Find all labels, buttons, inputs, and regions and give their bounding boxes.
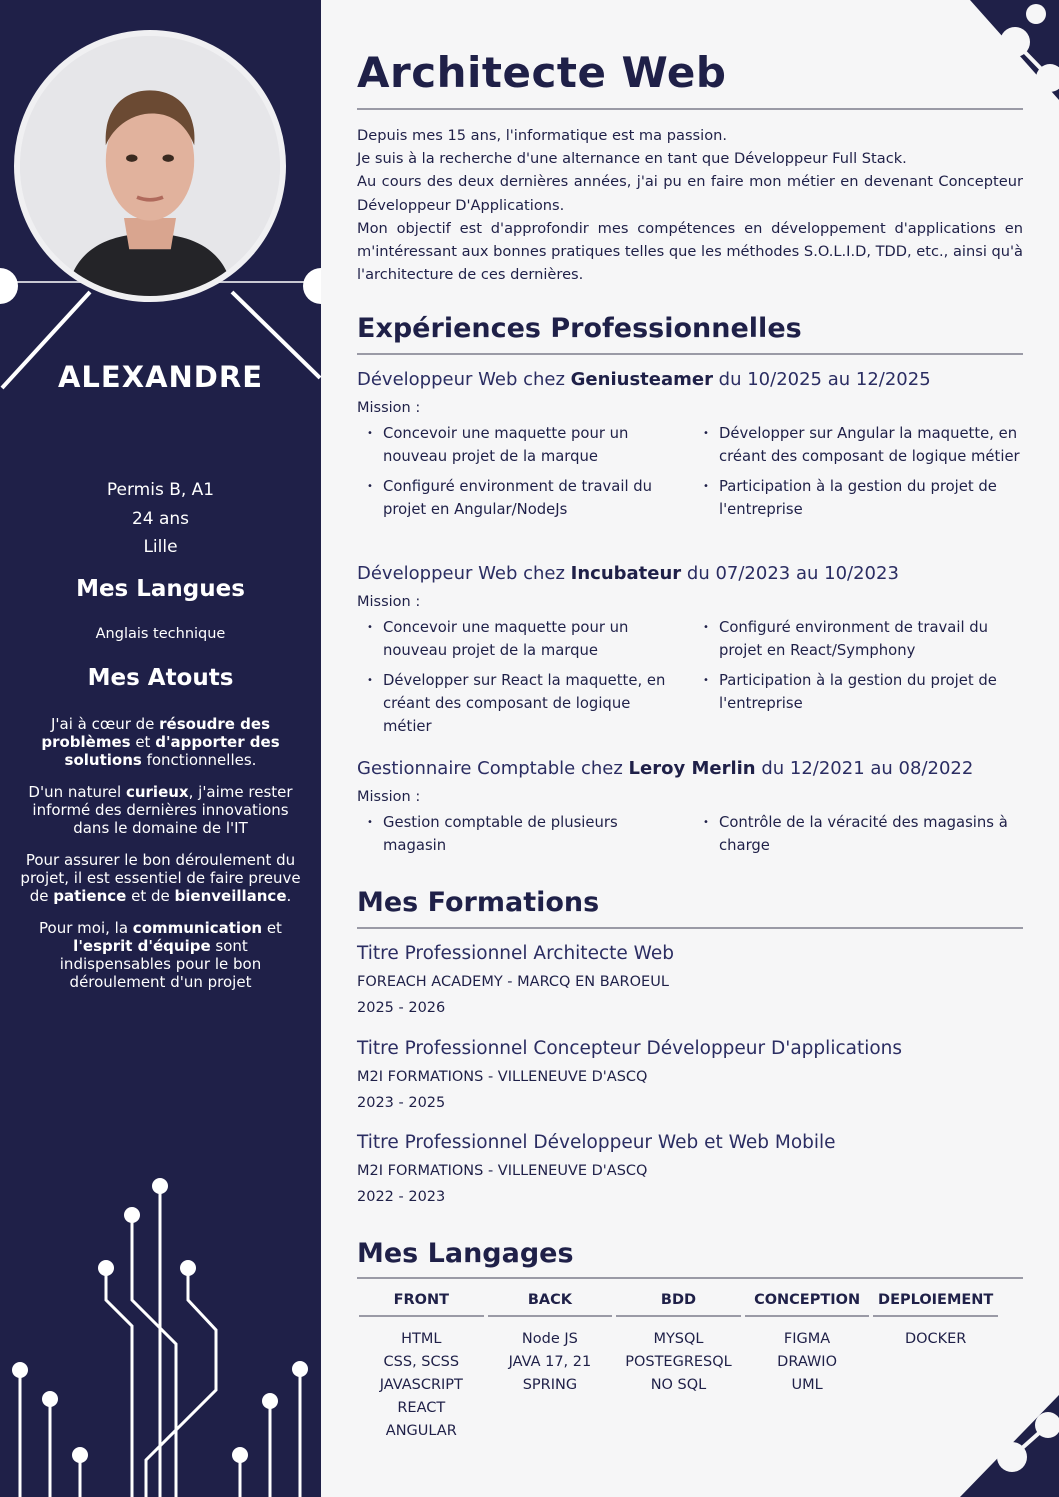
- langage-column: [614, 1292, 743, 1443]
- formation-item: [357, 942, 1023, 1018]
- intro-line: Mon objectif est d'approfondir mes compétences en développement d'applications en m'intéressant aux bonnes pratiques telles que les méthodes S.O.L.I.D, TDD, etc., ainsi qu'à l'architecture de ces dernières.: [357, 219, 1023, 284]
- experience-period: du 12/2021 au 08/2022: [755, 758, 974, 779]
- formation-item: [357, 1037, 1023, 1113]
- langage-item: NO SQL: [650, 1377, 707, 1393]
- profile-photo: [14, 30, 286, 302]
- experience-heading: [357, 368, 1023, 392]
- asset-text: Pour assurer le bon déroulement du projet, il est essentiel de faire preuve de: [20, 851, 301, 905]
- langage-column: [357, 1292, 486, 1443]
- asset-paragraph: [16, 715, 305, 769]
- formation-title: Titre Professionnel Architecte Web: [357, 943, 674, 964]
- asset-paragraph: [16, 783, 305, 837]
- license-info: Permis B, A1: [106, 480, 215, 500]
- asset-highlight: d'apporter des solutions: [64, 733, 280, 769]
- langage-column-header: BDD: [616, 1292, 741, 1317]
- asset-paragraph: [16, 851, 305, 905]
- formation-years: 2022 - 2023: [357, 1189, 446, 1205]
- task-item: • Configuré environment de travail du projet en Angular/NodeJs: [357, 475, 683, 521]
- langage-item: JAVA 17, 21: [508, 1354, 592, 1370]
- langage-column: [743, 1292, 872, 1443]
- asset-text: sont indispensables pour le bon déroulement d'un projet: [59, 937, 262, 991]
- sidebar: [0, 0, 321, 1497]
- task-item: • Concevoir une maquette pour un nouveau projet de la marque: [357, 422, 683, 468]
- experience-company: Leroy Merlin: [628, 758, 756, 779]
- langage-items: [743, 1328, 872, 1397]
- asset-text: J'ai à cœur de: [50, 715, 160, 733]
- langage-items: [871, 1328, 1000, 1351]
- experience-role: Développeur Web chez: [357, 563, 571, 584]
- langage-item: MYSQL: [653, 1331, 704, 1347]
- asset-text: , j'aime rester informé des dernières innovations dans le domaine de l'IT: [32, 783, 293, 837]
- intro-line: Au cours des deux dernières années, j'ai pu en faire mon métier en devenant Concepteur Développeur D'Applications.: [357, 173, 1023, 214]
- experience-heading: [357, 562, 1023, 586]
- experience-company: Geniusteamer: [570, 369, 713, 390]
- task-item: • Concevoir une maquette pour un nouveau projet de la marque: [357, 616, 683, 662]
- experiences-title: Expériences Professionnelles: [357, 313, 802, 344]
- job-title: Architecte Web: [357, 48, 727, 97]
- person-avatar-icon: [20, 36, 280, 296]
- task-item: • Développer sur Angular la maquette, en créant des composant de logique métier: [693, 422, 1023, 468]
- formation-years: 2023 - 2025: [357, 1095, 446, 1111]
- langage-item: REACT: [397, 1400, 446, 1416]
- experience-role: Développeur Web chez: [357, 369, 571, 390]
- langage-column-header: BACK: [488, 1292, 613, 1317]
- langage-item: Node JS: [521, 1331, 578, 1347]
- task-list: [357, 811, 1023, 864]
- title-divider: [357, 108, 1023, 110]
- langage-item: DRAWIO: [777, 1354, 837, 1370]
- asset-highlight: l'esprit d'équipe: [73, 937, 211, 955]
- langage-items: [486, 1328, 615, 1397]
- langages-divider: [357, 1277, 1023, 1279]
- langage-item: UML: [791, 1377, 823, 1393]
- langage-column: [871, 1292, 1000, 1443]
- langage-item: DOCKER: [904, 1331, 967, 1347]
- langage-item: ANGULAR: [385, 1423, 457, 1439]
- experience-item: [357, 368, 1023, 528]
- city-info: Lille: [143, 537, 178, 557]
- corner-decoration-top-icon: [960, 0, 1059, 100]
- langage-item: POSTEGRESQL: [625, 1354, 732, 1370]
- mission-label: Mission :: [357, 594, 421, 610]
- task-item: • Développer sur React la maquette, en créant des composant de logique métier: [357, 669, 683, 738]
- intro-text: [357, 124, 1023, 286]
- asset-highlight: patience: [53, 887, 127, 905]
- langages-table: [357, 1292, 1000, 1443]
- formation-school: M2I FORMATIONS - VILLENEUVE D'ASCQ: [357, 1069, 648, 1085]
- task-list: [357, 422, 1023, 528]
- task-item: • Contrôle de la véracité des magasins à charge: [693, 811, 1023, 857]
- experiences-divider: [357, 353, 1023, 355]
- langage-column: [486, 1292, 615, 1443]
- langage-item: CSS, SCSS: [383, 1354, 460, 1370]
- langage-column-header: DEPLOIEMENT: [873, 1292, 998, 1317]
- asset-highlight: curieux: [125, 783, 189, 801]
- asset-highlight: communication: [132, 919, 263, 937]
- asset-highlight: bienveillance: [174, 887, 287, 905]
- asset-text: .: [286, 887, 292, 905]
- age-info: 24 ans: [131, 508, 190, 529]
- formation-years: 2025 - 2026: [357, 1000, 446, 1016]
- formation-title: Titre Professionnel Développeur Web et Web Mobile: [357, 1132, 836, 1153]
- intro-line: Depuis mes 15 ans, l'informatique est ma passion.: [357, 127, 728, 144]
- task-item: • Gestion comptable de plusieurs magasin: [357, 811, 683, 857]
- formation-school: FOREACH ACADEMY - MARCQ EN BAROEUL: [357, 974, 669, 990]
- experience-item: [357, 757, 1023, 864]
- assets-title: Mes Atouts: [87, 665, 234, 691]
- asset-text: et: [262, 919, 282, 937]
- formation-school: M2I FORMATIONS - VILLENEUVE D'ASCQ: [357, 1163, 648, 1179]
- langage-column-header: FRONT: [359, 1292, 484, 1317]
- candidate-name: ALEXANDRE: [57, 360, 264, 394]
- langage-items: [357, 1328, 486, 1443]
- languages-title: Mes Langues: [76, 576, 245, 602]
- mission-label: Mission :: [357, 400, 421, 416]
- langage-item: SPRING: [522, 1377, 578, 1393]
- personal-info: [0, 476, 321, 562]
- langage-column-header: CONCEPTION: [745, 1292, 870, 1317]
- intro-line: Je suis à la recherche d'une alternance en tant que Développeur Full Stack.: [357, 150, 907, 168]
- experience-role: Gestionnaire Comptable chez: [357, 758, 629, 779]
- language-item: Anglais technique: [95, 626, 226, 642]
- formation-title: Titre Professionnel Concepteur Développeur D'applications: [357, 1038, 903, 1059]
- experience-heading: [357, 757, 1023, 781]
- asset-text: Pour moi, la: [39, 919, 133, 937]
- experience-company: Incubateur: [570, 563, 682, 584]
- experience-period: du 10/2025 au 12/2025: [712, 369, 931, 390]
- experience-item: [357, 562, 1023, 745]
- asset-text: et de: [126, 887, 175, 905]
- asset-highlight: résoudre des problèmes: [41, 715, 271, 751]
- formations-divider: [357, 927, 1023, 929]
- task-item: • Participation à la gestion du projet de l'entreprise: [693, 669, 1023, 738]
- asset-text: et: [130, 733, 156, 751]
- langage-item: FIGMA: [783, 1331, 831, 1347]
- mission-label: Mission :: [357, 789, 421, 805]
- assets-list: [16, 715, 305, 1005]
- langage-item: HTML: [401, 1331, 442, 1347]
- task-item: • Participation à la gestion du projet de l'entreprise: [693, 475, 1023, 521]
- asset-text: D'un naturel: [28, 783, 126, 801]
- experience-period: du 07/2023 au 10/2023: [681, 563, 899, 584]
- formation-item: [357, 1131, 1023, 1207]
- asset-text: fonctionnelles.: [141, 751, 257, 769]
- formations-title: Mes Formations: [357, 887, 600, 918]
- asset-paragraph: [16, 919, 305, 991]
- task-list: [357, 616, 1023, 745]
- langages-title: Mes Langages: [357, 1238, 574, 1269]
- langage-item: JAVASCRIPT: [379, 1377, 463, 1393]
- task-item: • Configuré environment de travail du projet en React/Symphony: [693, 616, 1023, 662]
- langage-items: [614, 1328, 743, 1397]
